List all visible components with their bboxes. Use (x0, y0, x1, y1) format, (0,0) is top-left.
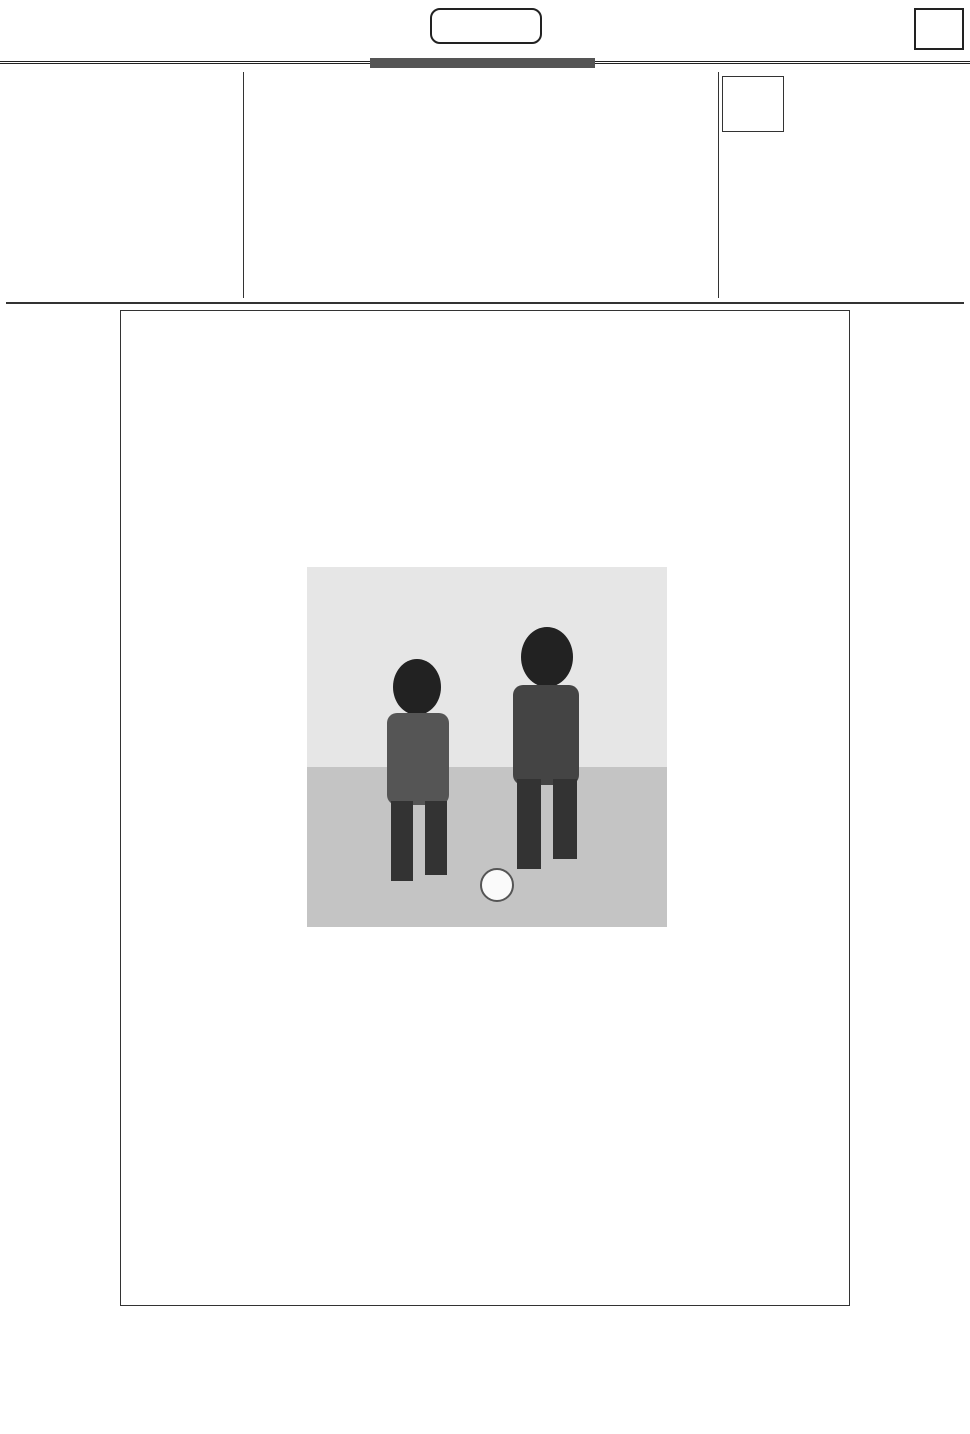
article-karate-body (722, 136, 964, 296)
article-khuzestan-body (6, 122, 238, 296)
article-karate (722, 72, 964, 300)
masthead (0, 0, 970, 64)
newspaper-logo[interactable] (8, 6, 118, 58)
futsal-photo (307, 567, 667, 927)
column-divider (718, 72, 719, 298)
article-wrestling-body (248, 118, 714, 296)
main-article-col4 (129, 415, 293, 1295)
section-divider (6, 302, 964, 304)
article-karate-sidebox (722, 76, 784, 132)
main-article-col1 (681, 415, 843, 1295)
article-rudan-body (856, 364, 964, 1304)
futsal-players-image (307, 567, 667, 927)
article-basketball (6, 308, 114, 1308)
article-khuzestan (6, 72, 238, 300)
article-wrestling (248, 72, 714, 300)
section-title (430, 8, 542, 44)
article-rudan (856, 308, 964, 1308)
main-article (120, 310, 850, 1306)
english-bar (370, 58, 595, 68)
article-basketball-body (6, 378, 114, 1304)
page-number (914, 8, 964, 50)
column-divider (243, 72, 244, 298)
